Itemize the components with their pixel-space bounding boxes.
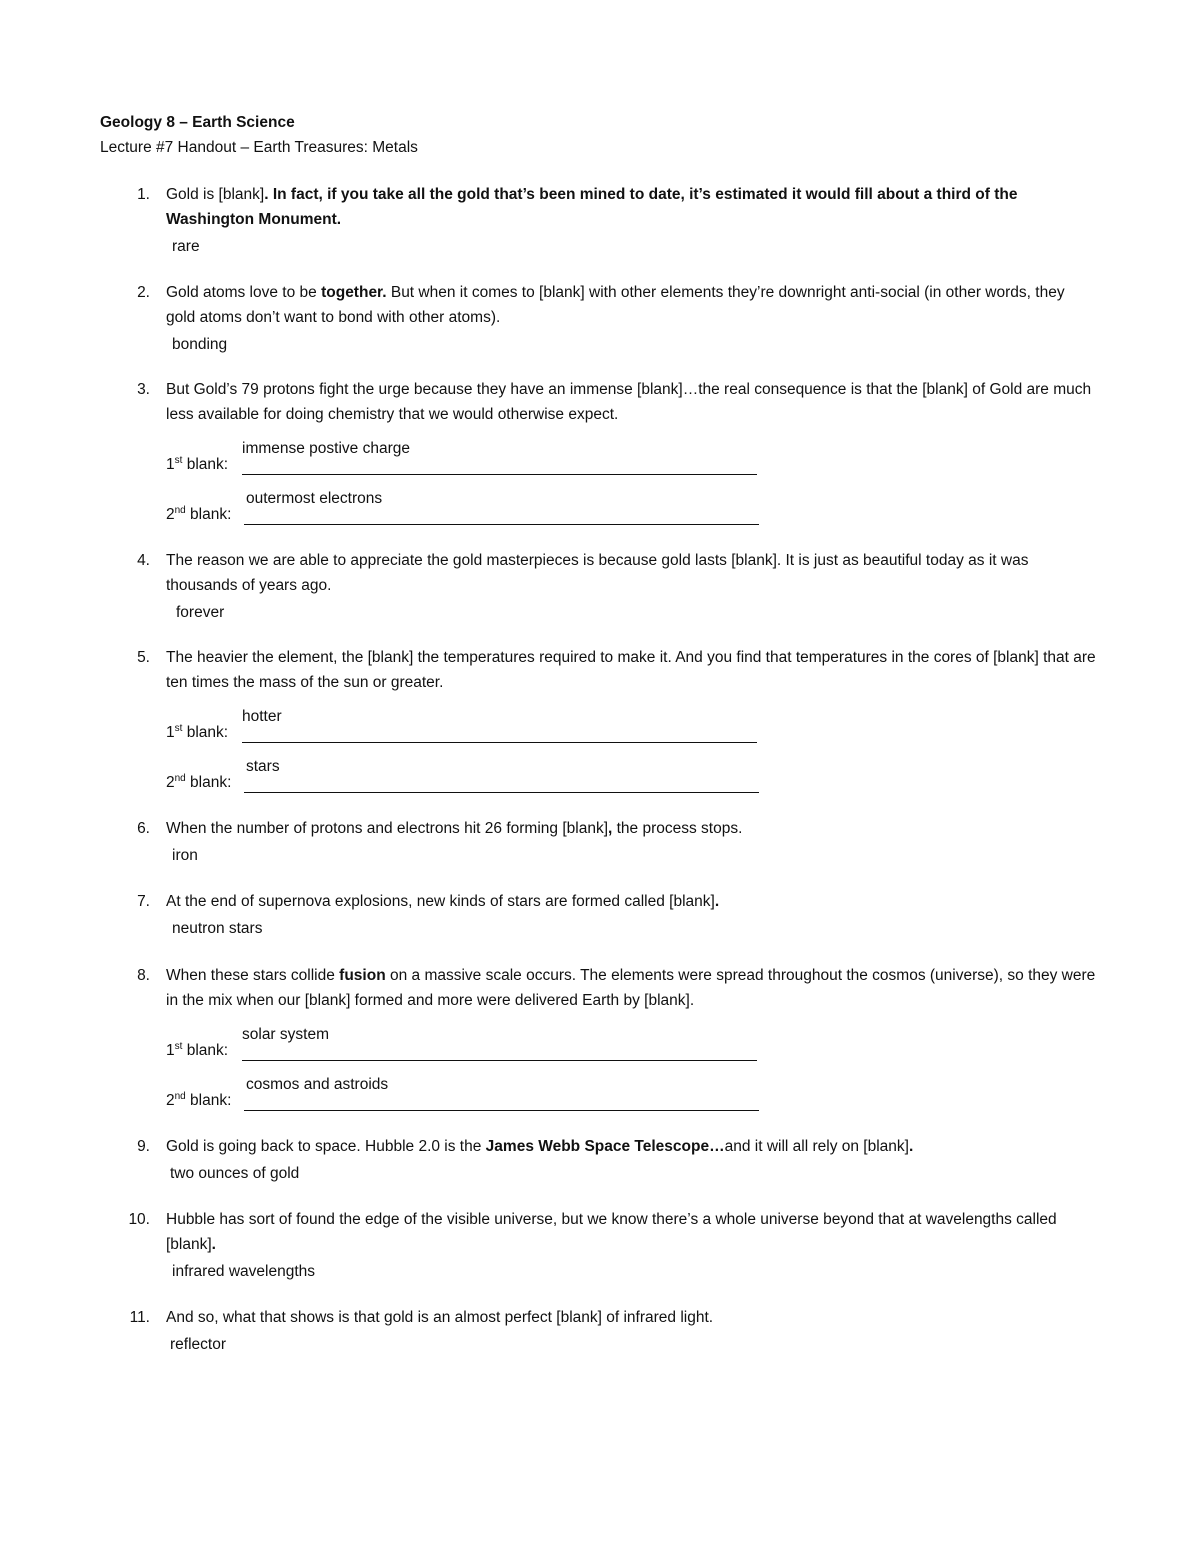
course-title: Geology 8 – Earth Science	[100, 114, 295, 131]
question-number: 11.	[129, 1309, 150, 1326]
second-blank-answer: outermost electrons	[246, 490, 383, 507]
second-blank-row	[166, 1076, 1100, 1113]
second-blank-line	[244, 792, 759, 793]
question-7	[100, 889, 1100, 940]
first-blank-answer: immense postive charge	[242, 440, 410, 457]
question-number: 10.	[128, 1211, 150, 1228]
answer-text: rare	[172, 238, 200, 255]
first-blank-line	[242, 474, 757, 475]
question-9	[100, 1134, 1100, 1185]
answer-text: neutron stars	[172, 920, 263, 937]
second-blank-label: 2nd blank:	[166, 504, 232, 523]
question-5	[100, 645, 1100, 795]
answer-text: iron	[172, 847, 198, 864]
question-text: Hubble has sort of found the edge of the visible universe, but we know there’s a whole universe beyond that at wavelengths called [blank].	[166, 1211, 1057, 1253]
second-blank-line	[244, 1110, 759, 1111]
question-number: 3.	[137, 381, 150, 398]
second-blank-label: 2nd blank:	[166, 772, 232, 791]
question-text: Gold is [blank]. In fact, if you take all the gold that’s been mined to date, it’s estimated it would fill about a third of the Washington Monument.	[166, 186, 1018, 228]
answer-text: infrared wavelengths	[172, 1263, 316, 1280]
first-blank-row	[166, 708, 1100, 745]
document-header	[100, 110, 1100, 160]
first-blank-line	[242, 1060, 757, 1061]
second-blank-line	[244, 524, 759, 525]
question-number: 4.	[137, 552, 150, 569]
question-4	[100, 548, 1100, 624]
second-blank-answer: stars	[246, 758, 280, 775]
first-blank-answer: solar system	[242, 1026, 329, 1043]
answer-text: reflector	[170, 1336, 226, 1353]
question-text: At the end of supernova explosions, new kinds of stars are formed called [blank].	[166, 893, 720, 910]
question-number: 5.	[137, 649, 150, 666]
second-blank-row	[166, 490, 1100, 527]
question-number: 6.	[137, 820, 150, 837]
first-blank-label: 1st blank:	[166, 454, 229, 473]
question-text: The reason we are able to appreciate the gold masterpieces is because gold lasts [blank]. It is just as beautiful today as it was thousands of years ago.	[166, 552, 1029, 594]
question-10	[100, 1207, 1100, 1283]
question-number: 9.	[137, 1138, 150, 1155]
second-blank-row	[166, 758, 1100, 795]
question-text: Gold is going back to space. Hubble 2.0 is the James Webb Space Telescope…and it will all rely on [blank].	[166, 1138, 914, 1155]
first-blank-row	[166, 440, 1100, 477]
second-blank-answer: cosmos and astroids	[246, 1076, 389, 1093]
question-number: 2.	[137, 284, 150, 301]
answer-text: forever	[176, 604, 225, 621]
first-blank-label: 1st blank:	[166, 722, 229, 741]
first-blank-line	[242, 742, 757, 743]
question-8	[100, 963, 1100, 1113]
second-blank-label: 2nd blank:	[166, 1090, 232, 1109]
first-blank-label: 1st blank:	[166, 1040, 229, 1059]
question-text: When the number of protons and electrons hit 26 forming [blank], the process stops.	[166, 820, 743, 837]
lecture-subtitle: Lecture #7 Handout – Earth Treasures: Metals	[100, 139, 418, 156]
question-text: But Gold’s 79 protons fight the urge because they have an immense [blank]…the real consequence is that the [blank] of Gold are much less available for doing chemistry that we would otherwise expect.	[166, 381, 1092, 423]
answer-text: two ounces of gold	[170, 1165, 300, 1182]
question-2	[100, 280, 1100, 356]
question-11	[100, 1305, 1100, 1356]
question-text: The heavier the element, the [blank] the temperatures required to make it. And you find that temperatures in the cores of [blank] that are ten times the mass of the sun or greater.	[166, 649, 1096, 691]
first-blank-answer: hotter	[242, 708, 282, 725]
question-text: Gold atoms love to be together. But when it comes to [blank] with other elements they’re downright anti-social (in other words, they gold atoms don’t want to bond with other atoms).	[166, 284, 1065, 326]
question-number: 1.	[137, 186, 150, 203]
answer-text: bonding	[172, 336, 228, 353]
question-1	[100, 182, 1100, 258]
question-number: 7.	[137, 893, 150, 910]
first-blank-row	[166, 1026, 1100, 1063]
question-text: And so, what that shows is that gold is an almost perfect [blank] of infrared light.	[166, 1309, 714, 1326]
question-3	[100, 377, 1100, 527]
question-number: 8.	[137, 967, 150, 984]
question-text: When these stars collide fusion on a massive scale occurs. The elements were spread throughout the cosmos (universe), so they were in the mix when our [blank] formed and more were delivered Earth by [blank].	[166, 967, 1096, 1009]
question-6	[100, 816, 1100, 867]
